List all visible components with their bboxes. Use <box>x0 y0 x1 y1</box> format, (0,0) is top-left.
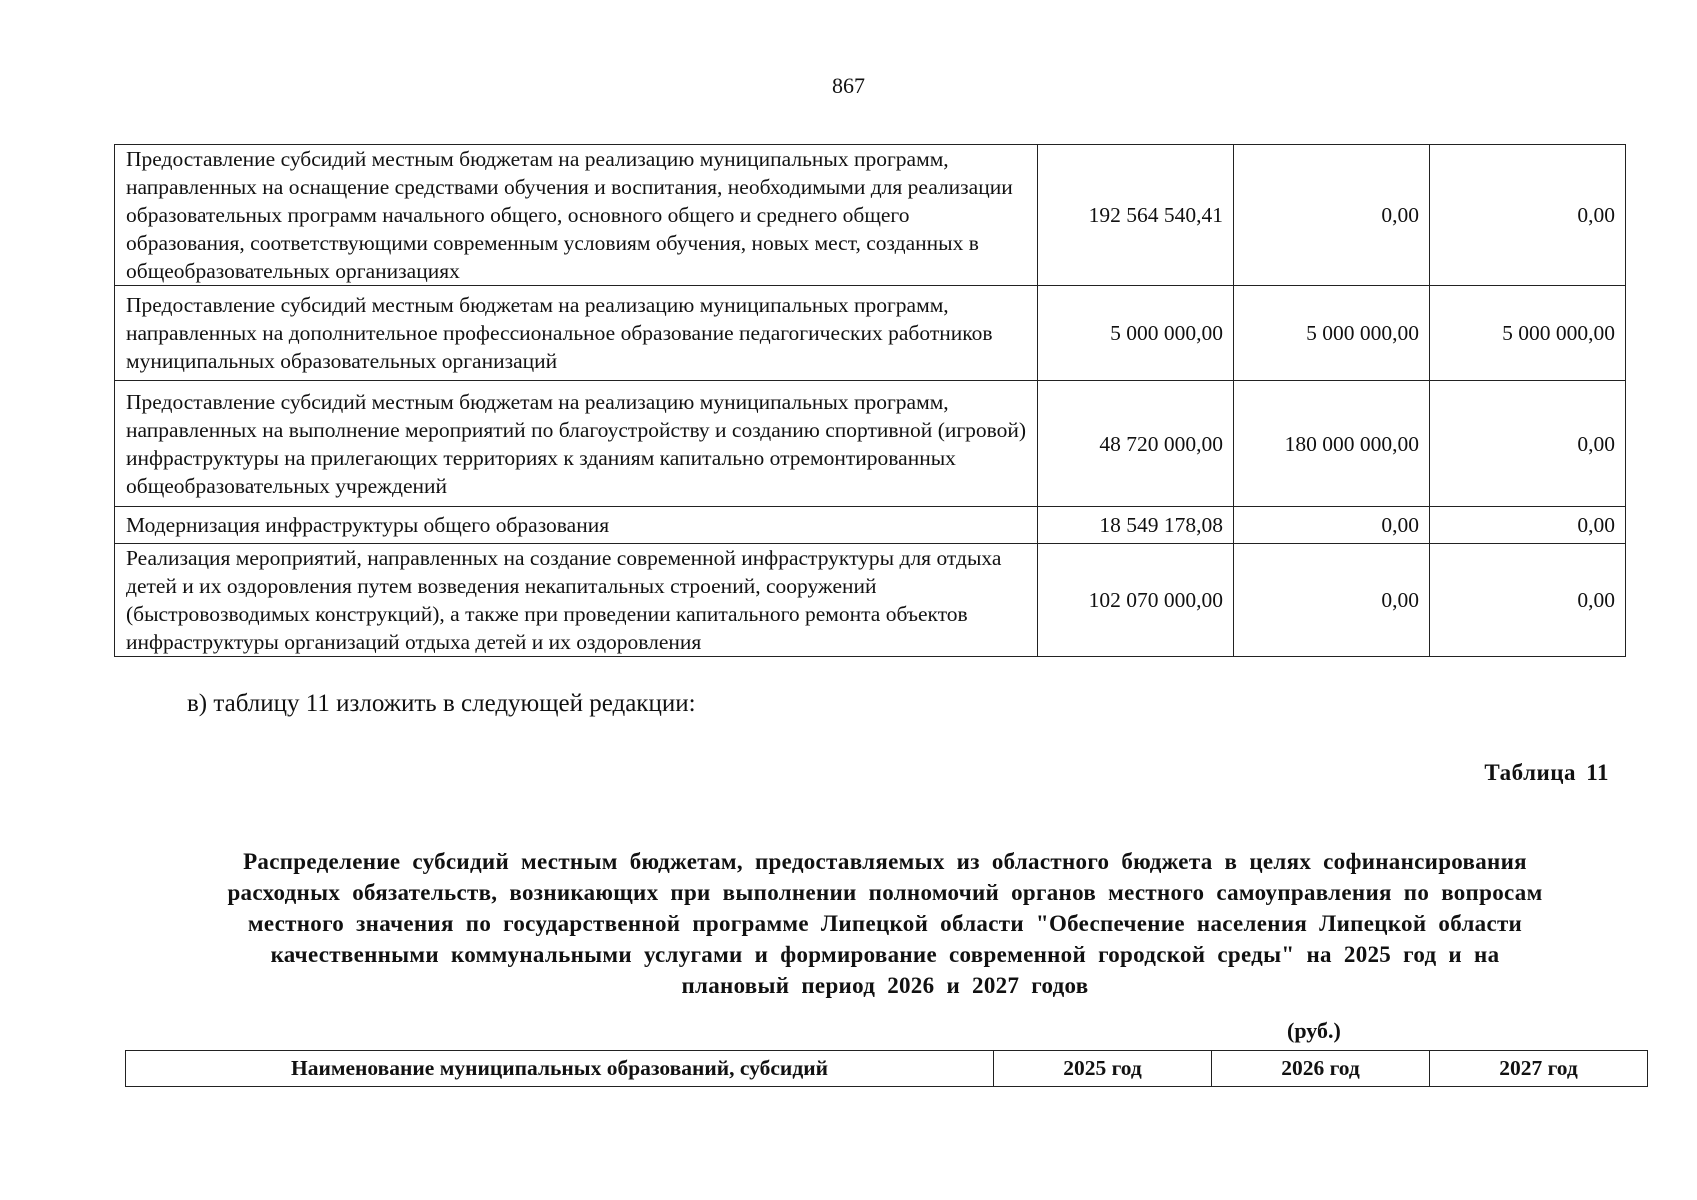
value-2026: 0,00 <box>1234 507 1430 544</box>
value-2026: 0,00 <box>1234 544 1430 657</box>
title-line: плановый период 2026 и 2027 годов <box>681 973 1089 998</box>
value-2026: 180 000 000,00 <box>1234 381 1430 507</box>
value-2027: 0,00 <box>1430 507 1626 544</box>
title-line: расходных обязательств, возникающих при выполнении полномочий органов местного самоуправления по вопросам <box>227 880 1543 905</box>
subsidy-table-continued <box>114 144 1626 657</box>
table-row <box>115 544 1626 657</box>
table-row <box>115 507 1626 544</box>
document-title <box>140 846 1630 1001</box>
amendment-instruction: в) таблицу 11 изложить в следующей редакции: <box>187 690 696 717</box>
units-label: (руб.) <box>1287 1018 1341 1043</box>
row-name: Предоставление субсидий местным бюджетам на реализацию муниципальных программ, направленных на выполнение мероприятий по благоустройству и созданию спортивной (игровой) инфраструктуры на прилегающих территориях к зданиям капитально отремонтированных общеобразовательных учреждений <box>115 381 1038 507</box>
title-line: местного значения по государственной программе Липецкой области "Обеспечение населения Липецкой области <box>247 911 1523 936</box>
title-line: Распределение субсидий местным бюджетам, предоставляемых из областного бюджета в целях софинансирования <box>243 849 1527 874</box>
table-11-header <box>125 1050 1648 1087</box>
value-2027: 0,00 <box>1430 544 1626 657</box>
value-2026: 0,00 <box>1234 145 1430 286</box>
value-2025: 102 070 000,00 <box>1038 544 1234 657</box>
header-row <box>126 1051 1648 1087</box>
table-row <box>115 286 1626 381</box>
row-name: Предоставление субсидий местным бюджетам на реализацию муниципальных программ, направленных на оснащение средствами обучения и воспитания, необходимыми для реализации образовательных программ начального общего, основного общего и среднего общего образования, соответствующими современным условиям обучения, новых мест, созданных в общеобразовательных организациях <box>115 145 1038 286</box>
page-number: 867 <box>832 73 865 98</box>
value-2026: 5 000 000,00 <box>1234 286 1430 381</box>
title-line: качественными коммунальными услугами и формирование современной городской среды" на 2025 год и на <box>270 942 1500 967</box>
table-label: Таблица 11 <box>1484 760 1609 785</box>
column-header-2026: 2026 год <box>1212 1051 1430 1087</box>
row-name: Предоставление субсидий местным бюджетам на реализацию муниципальных программ, направленных на дополнительное профессиональное образование педагогических работников муниципальных образовательных организаций <box>115 286 1038 381</box>
value-2027: 5 000 000,00 <box>1430 286 1626 381</box>
table-row <box>115 381 1626 507</box>
column-header-2025: 2025 год <box>994 1051 1212 1087</box>
value-2025: 192 564 540,41 <box>1038 145 1234 286</box>
value-2025: 18 549 178,08 <box>1038 507 1234 544</box>
value-2027: 0,00 <box>1430 381 1626 507</box>
column-header-name: Наименование муниципальных образований, субсидий <box>126 1051 994 1087</box>
value-2025: 5 000 000,00 <box>1038 286 1234 381</box>
value-2027: 0,00 <box>1430 145 1626 286</box>
table-row <box>115 145 1626 286</box>
row-name: Модернизация инфраструктуры общего образования <box>115 507 1038 544</box>
row-name: Реализация мероприятий, направленных на создание современной инфраструктуры для отдыха детей и их оздоровления путем возведения некапитальных строений, сооружений (быстровозводимых конструкций), а также при проведении капитального ремонта объектов инфраструктуры организаций отдыха детей и их оздоровления <box>115 544 1038 657</box>
column-header-2027: 2027 год <box>1430 1051 1648 1087</box>
value-2025: 48 720 000,00 <box>1038 381 1234 507</box>
